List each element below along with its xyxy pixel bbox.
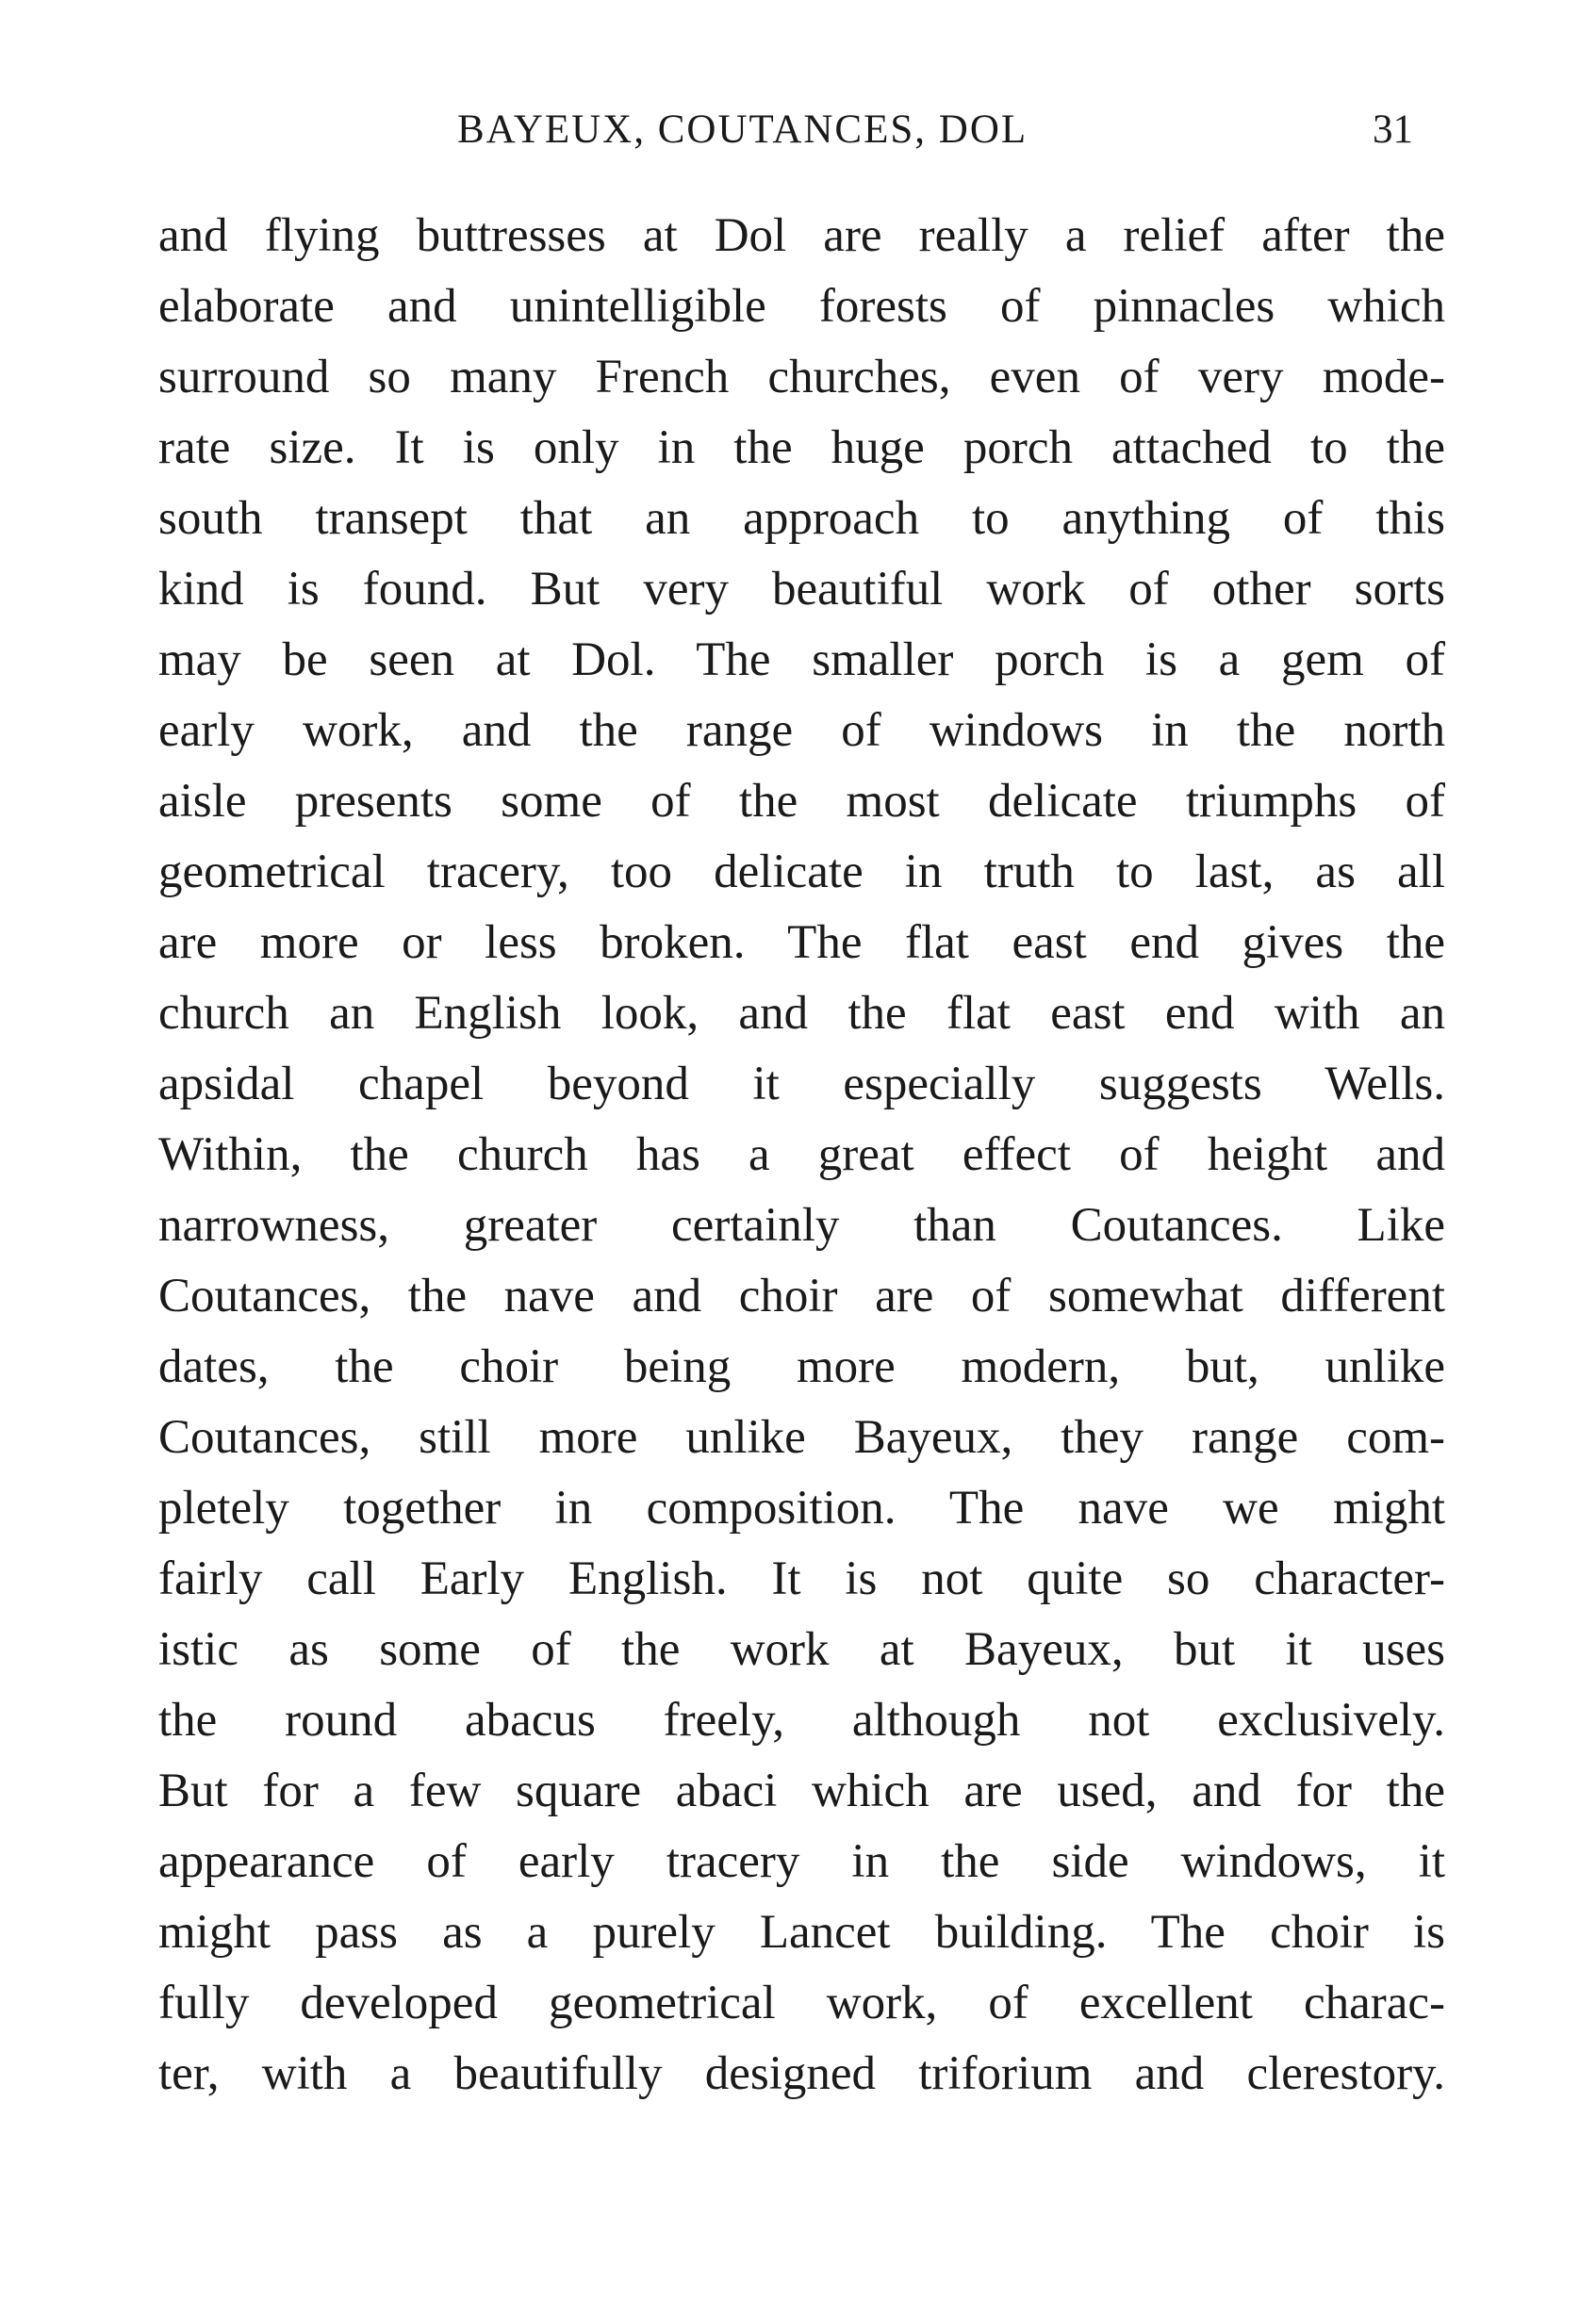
text-line: are more or less broken. The flat east end gives the [158, 916, 1445, 969]
text-line: elaborate and unintelligible forests of pinnacles which [158, 280, 1445, 333]
page-number: 31 [1373, 107, 1413, 152]
text-line: appearance of early tracery in the side windows, it [158, 1835, 1445, 1888]
text-line: kind is found. But very beautiful work of other sorts [158, 563, 1445, 616]
text-line: fairly call Early English. It is not quite so character- [158, 1552, 1445, 1605]
text-line: geometrical tracery, too delicate in truth to last, as all [158, 846, 1445, 898]
text-line: pletely together in composition. The nave we might [158, 1482, 1445, 1535]
text-line: dates, the choir being more modern, but, unlike [158, 1340, 1445, 1393]
text-line: But for a few square abaci which are used, and for the [158, 1765, 1445, 1817]
text-line: the round abacus freely, although not exclusively. [158, 1694, 1445, 1747]
text-line: fully developed geometrical work, of excellent charac- [158, 1977, 1445, 2029]
text-line: rate size. It is only in the huge porch attached to the [158, 421, 1445, 474]
running-head [0, 102, 1596, 158]
text-line: Coutances, the nave and choir are of somewhat different [158, 1270, 1445, 1322]
text-line: narrowness, greater certainly than Coutances. Like [158, 1199, 1445, 1252]
text-line: may be seen at Dol. The smaller porch is a gem of [158, 633, 1445, 686]
text-line: surround so many French churches, even of very mode- [158, 351, 1445, 403]
text-line: apsidal chapel beyond it especially suggests Wells. [158, 1058, 1445, 1110]
text-line: Within, the church has a great effect of height and [158, 1128, 1445, 1181]
text-line: aisle presents some of the most delicate triumphs of [158, 775, 1445, 828]
text-line: ter, with a beautifully designed triforium and clerestory. [158, 2047, 1445, 2100]
text-line: might pass as a purely Lancet building. The choir is [158, 1906, 1445, 1959]
body-text [158, 201, 1445, 2110]
running-title: BAYEUX, COUTANCES, DOL [457, 107, 1028, 152]
text-line: Coutances, still more unlike Bayeux, they range com- [158, 1411, 1445, 1464]
text-line: south transept that an approach to anything of this [158, 492, 1445, 545]
text-line: early work, and the range of windows in the north [158, 704, 1445, 757]
text-line: and flying buttresses at Dol are really a relief after the [158, 209, 1445, 262]
text-line: church an English look, and the flat east end with an [158, 987, 1445, 1040]
text-line: istic as some of the work at Bayeux, but it uses [158, 1623, 1445, 1676]
